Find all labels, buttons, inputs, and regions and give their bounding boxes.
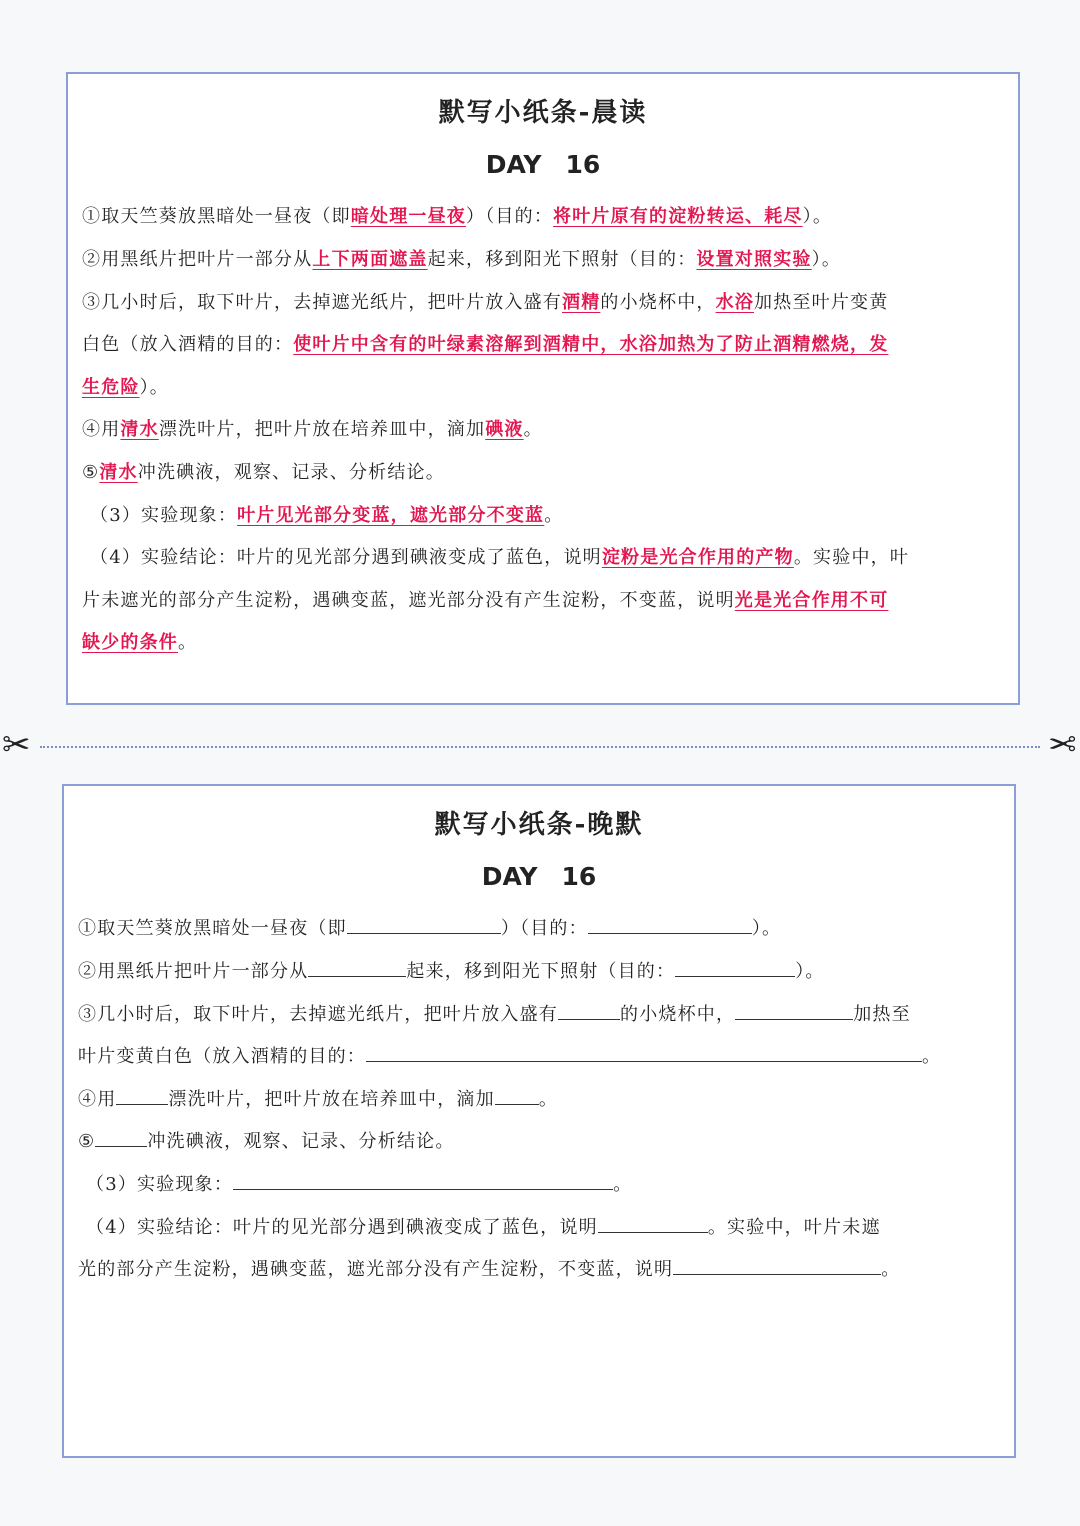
text: 。 bbox=[544, 505, 564, 526]
answer: 使叶片中含有的叶绿素溶解到酒精中，水浴加热为了防止酒精燃烧，发 bbox=[293, 334, 889, 355]
phenomenon bbox=[86, 1170, 632, 1196]
text: （3）实验现象： bbox=[86, 1174, 234, 1195]
answer: 清水 bbox=[99, 462, 138, 483]
text: 。实验中，叶片未遮 bbox=[707, 1217, 881, 1238]
text: （3）实验现象： bbox=[90, 505, 238, 526]
day-text: DAY bbox=[481, 862, 538, 891]
text: ）。 bbox=[139, 377, 170, 398]
text: 。 bbox=[523, 419, 543, 440]
text: 加热至 bbox=[853, 1004, 911, 1025]
blank-field[interactable] bbox=[347, 915, 501, 934]
card-title: 默写小纸条-晚默 bbox=[434, 810, 644, 840]
answer: 设置对照实验 bbox=[696, 249, 812, 270]
text: ）。 bbox=[802, 206, 833, 227]
step-1 bbox=[78, 914, 781, 940]
conclusion-cont bbox=[82, 586, 888, 612]
blank-field[interactable] bbox=[95, 1128, 147, 1147]
text: （4）实验结论：叶片的见光部分遇到碘液变成了蓝色，说明 bbox=[90, 547, 602, 568]
text: ②用黑纸片把叶片一部分从 bbox=[78, 961, 309, 982]
text: 白色（放入酒精的目的： bbox=[82, 334, 294, 355]
blank-field[interactable] bbox=[308, 958, 406, 977]
cut-line bbox=[40, 746, 1040, 748]
answer: 生危险 bbox=[82, 377, 140, 398]
blank-field[interactable] bbox=[675, 958, 795, 977]
day-label bbox=[68, 150, 1018, 179]
text: ①取天竺葵放黑暗处一昼夜（即 bbox=[82, 206, 351, 227]
text: 片未遮光的部分产生淀粉，遇碘变蓝，遮光部分没有产生淀粉，不变蓝，说明 bbox=[82, 590, 735, 611]
blank-field[interactable] bbox=[233, 1171, 613, 1190]
text: ）。 bbox=[811, 249, 842, 270]
text: ①取天竺葵放黑暗处一昼夜（即 bbox=[78, 918, 347, 939]
phenomenon bbox=[90, 501, 563, 527]
card-title: 默写小纸条-晨读 bbox=[438, 98, 648, 128]
step-3-cont bbox=[78, 1042, 941, 1068]
morning-recitation-card bbox=[66, 72, 1020, 705]
step-1 bbox=[82, 202, 832, 228]
day-label bbox=[64, 862, 1014, 891]
step-3-cont bbox=[82, 330, 888, 356]
text: ④用 bbox=[78, 1089, 117, 1110]
text: ④用 bbox=[82, 419, 121, 440]
answer: 清水 bbox=[120, 419, 159, 440]
answer: 酒精 bbox=[562, 292, 601, 313]
blank-field[interactable] bbox=[495, 1086, 539, 1105]
text: 。实验中，叶 bbox=[793, 547, 910, 568]
text: 漂洗叶片，把叶片放在培养皿中，滴加 bbox=[158, 419, 486, 440]
day-number: 16 bbox=[565, 150, 601, 179]
text: ③几小时后，取下叶片，去掉遮光纸片，把叶片放入盛有 bbox=[82, 292, 562, 313]
blank-field[interactable] bbox=[673, 1256, 881, 1275]
text: 漂洗叶片，把叶片放在培养皿中，滴加 bbox=[168, 1089, 495, 1110]
blank-field[interactable] bbox=[366, 1043, 922, 1062]
text: 冲洗碘液，观察、记录、分析结论。 bbox=[147, 1131, 455, 1152]
text: 光的部分产生淀粉，遇碘变蓝，遮光部分没有产生淀粉，不变蓝，说明 bbox=[78, 1259, 674, 1280]
text: 。 bbox=[881, 1259, 901, 1280]
answer: 碘液 bbox=[485, 419, 524, 440]
conclusion-end bbox=[82, 628, 197, 654]
blank-field[interactable] bbox=[588, 915, 752, 934]
text: ②用黑纸片把叶片一部分从 bbox=[82, 249, 313, 270]
text: ⑤ bbox=[78, 1131, 96, 1152]
text: ）（目的： bbox=[500, 918, 588, 939]
text: 。 bbox=[538, 1089, 559, 1110]
step-5 bbox=[82, 458, 445, 484]
step-2 bbox=[82, 245, 841, 271]
scissors-icon: ✂ bbox=[2, 725, 31, 765]
conclusion bbox=[90, 543, 909, 569]
text: 加热至叶片变黄 bbox=[754, 292, 889, 313]
answer: 光是光合作用不可 bbox=[734, 590, 889, 611]
text: 的小烧杯中， bbox=[620, 1004, 736, 1025]
answer: 缺少的条件 bbox=[82, 632, 178, 653]
step-5 bbox=[78, 1127, 455, 1153]
text: 的小烧杯中， bbox=[600, 292, 716, 313]
evening-dictation-card bbox=[62, 784, 1016, 1458]
text: ③几小时后，取下叶片，去掉遮光纸片，把叶片放入盛有 bbox=[78, 1004, 558, 1025]
text: ⑤ bbox=[82, 462, 100, 483]
answer: 水浴 bbox=[715, 292, 755, 313]
text: 。 bbox=[613, 1174, 633, 1195]
text: 起来，移到阳光下照射（目的： bbox=[406, 961, 676, 982]
answer: 淀粉是光合作用的产物 bbox=[601, 547, 794, 568]
answer: 将叶片原有的淀粉转运、耗尽 bbox=[553, 206, 803, 227]
answer: 暗处理一昼夜 bbox=[350, 206, 467, 227]
conclusion bbox=[86, 1213, 881, 1239]
blank-field[interactable] bbox=[558, 1001, 620, 1020]
step-2 bbox=[78, 957, 825, 983]
text: （4）实验结论：叶片的见光部分遇到碘液变成了蓝色，说明 bbox=[86, 1217, 598, 1238]
answer: 叶片见光部分变蓝，遮光部分不变蓝 bbox=[237, 505, 545, 526]
blank-field[interactable] bbox=[735, 1001, 853, 1020]
text: ）（目的： bbox=[466, 206, 554, 227]
day-text: DAY bbox=[485, 150, 542, 179]
text: 冲洗碘液，观察、记录、分析结论。 bbox=[137, 462, 445, 483]
step-4 bbox=[78, 1085, 558, 1111]
scissors-icon: ✂ bbox=[1047, 725, 1076, 765]
text: ）。 bbox=[795, 961, 825, 982]
blank-field[interactable] bbox=[116, 1086, 168, 1105]
text: ）。 bbox=[751, 918, 782, 939]
blank-field[interactable] bbox=[598, 1214, 708, 1233]
text: 起来，移到阳光下照射（目的： bbox=[427, 249, 697, 270]
step-3 bbox=[82, 288, 888, 314]
step-3 bbox=[78, 1000, 911, 1026]
day-number: 16 bbox=[561, 862, 597, 891]
text: 。 bbox=[922, 1046, 942, 1067]
step-4 bbox=[82, 415, 543, 441]
conclusion-cont bbox=[78, 1255, 900, 1281]
text: 叶片变黄白色（放入酒精的目的： bbox=[78, 1046, 366, 1067]
step-3-end bbox=[82, 373, 169, 399]
answer: 上下两面遮盖 bbox=[312, 249, 428, 270]
text: 。 bbox=[178, 632, 198, 653]
